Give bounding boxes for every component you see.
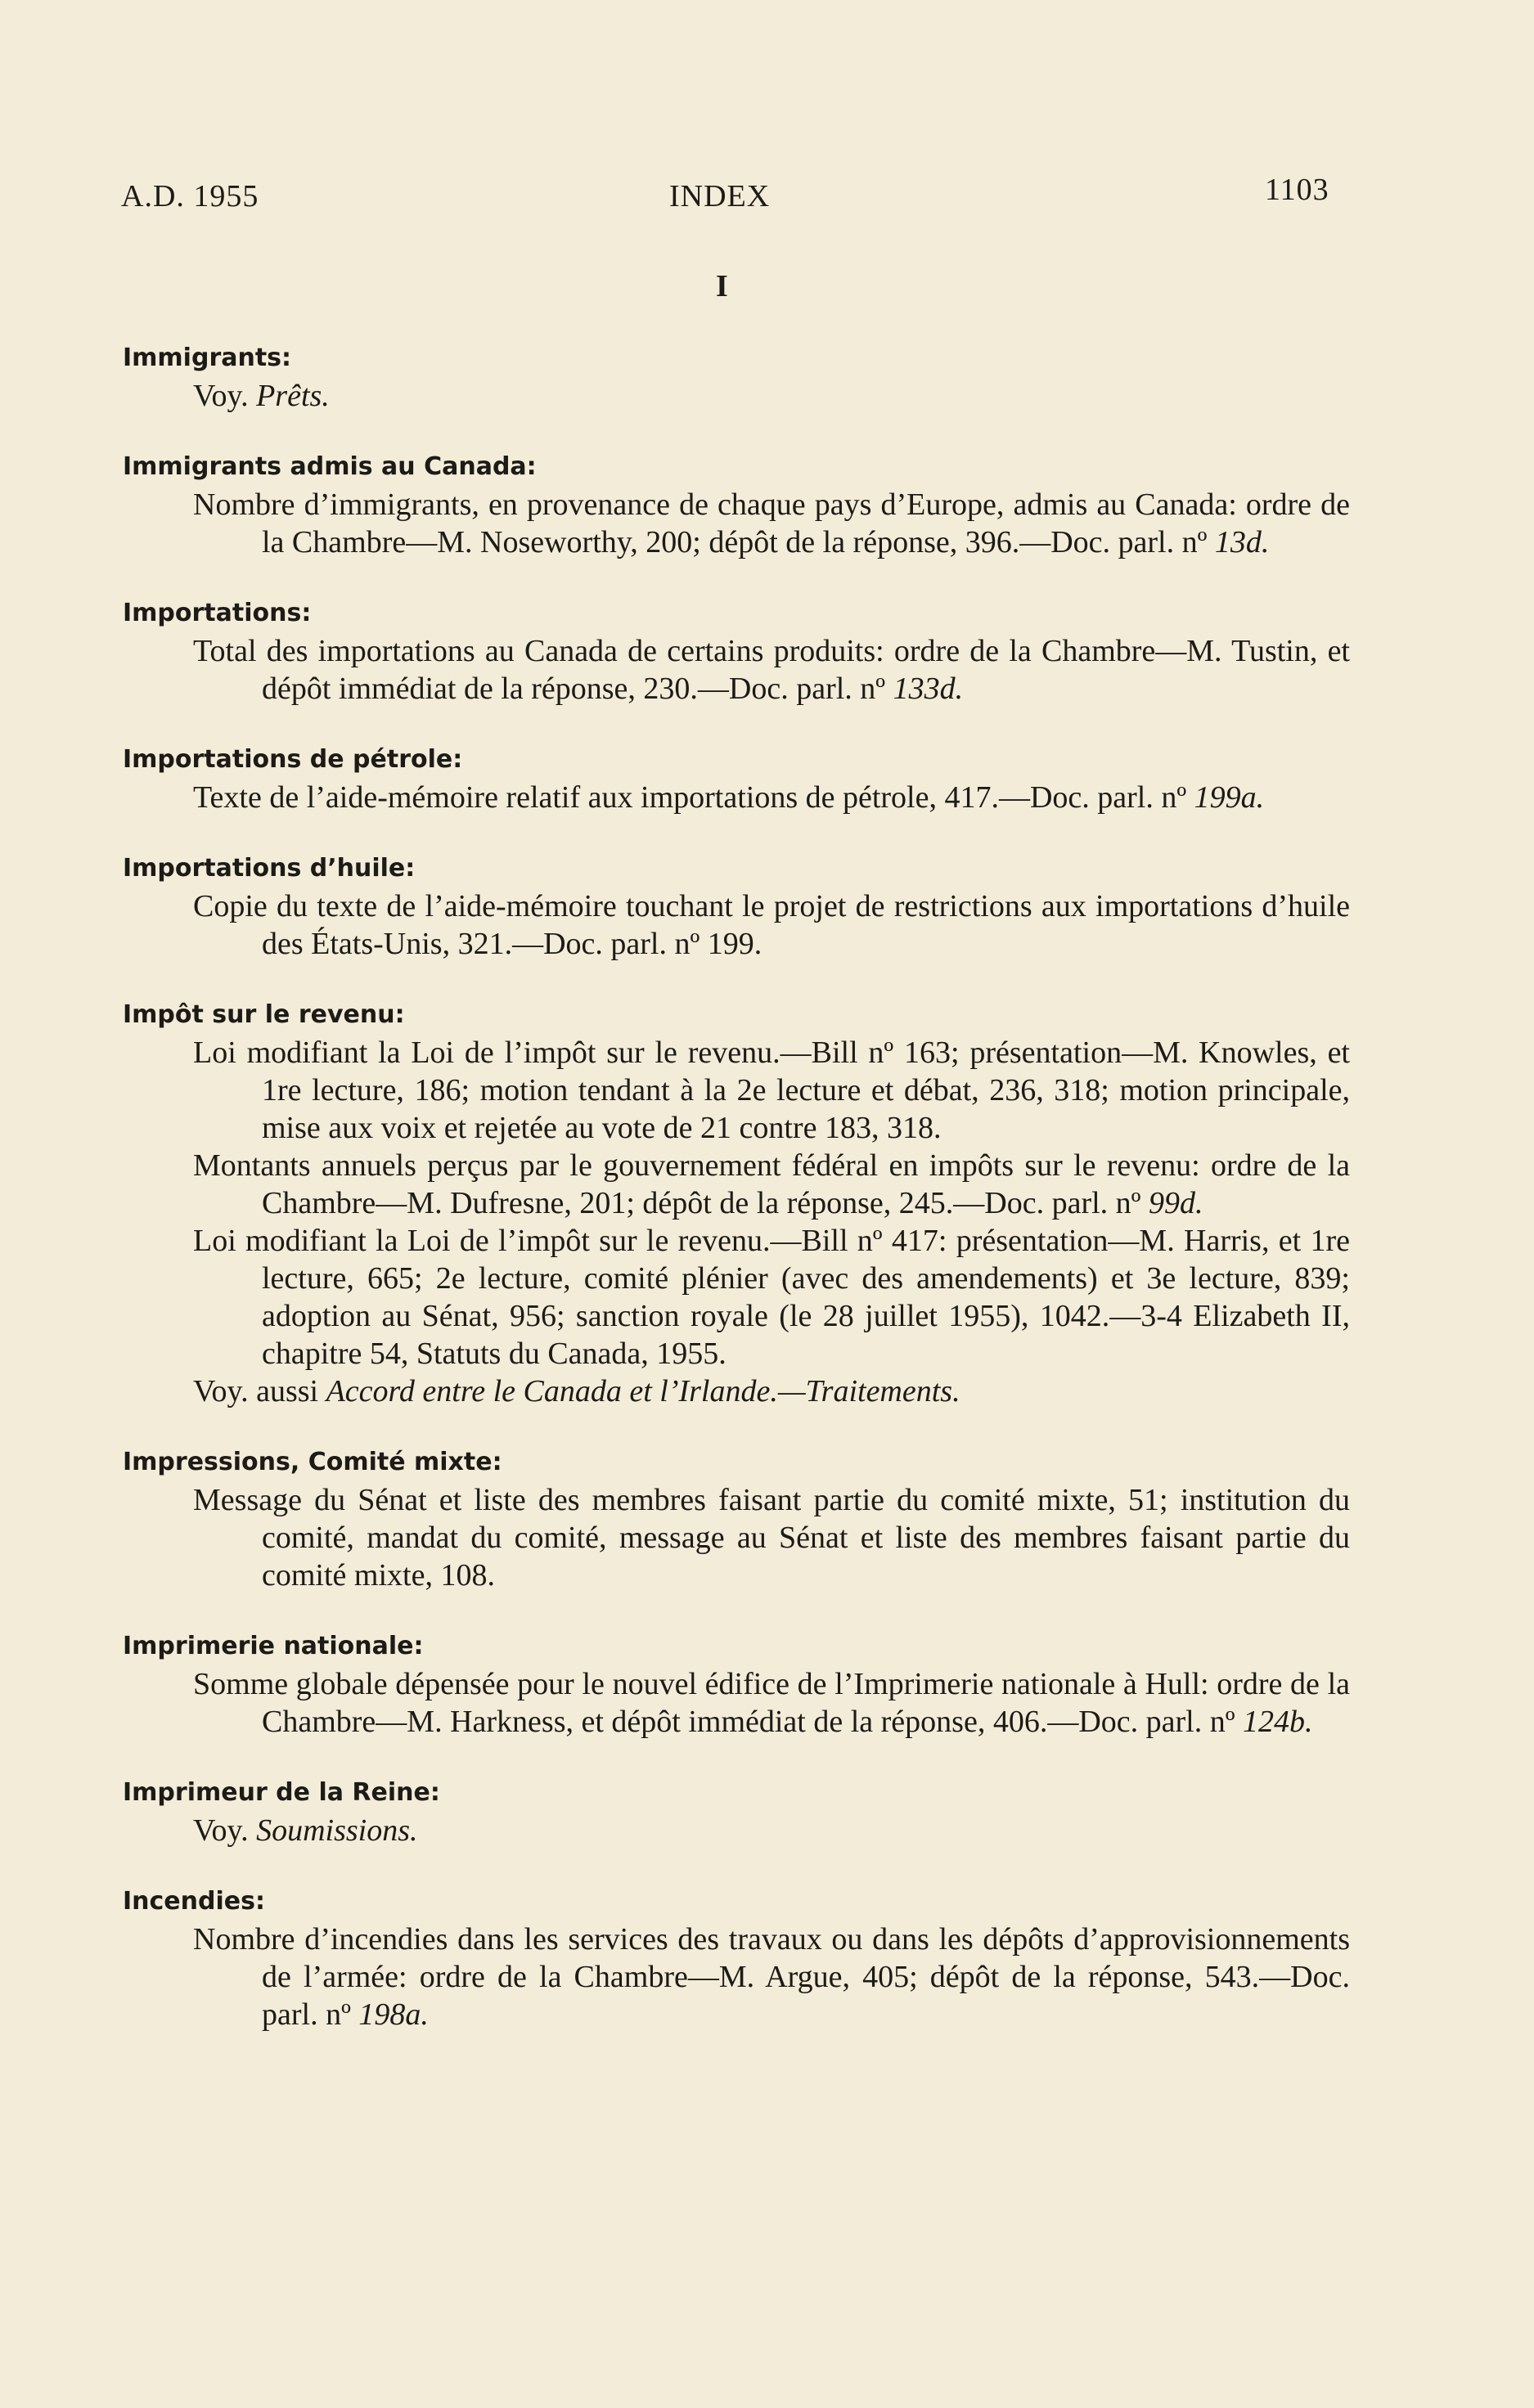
index-entry (123, 1448, 1350, 1594)
entry-item-italic: 124b. (1243, 1705, 1313, 1739)
section-letter: I (716, 269, 728, 303)
entry-item-italic: Soumissions. (256, 1813, 418, 1848)
entry-item-text: Loi modifiant la Loi de l’impôt sur le revenu.—Bill nº 163; présentation—M. Knowles, et 1re lecture, 186; motion tendant à la 2e lecture et débat, 236, 318; motion principale, mise aux voix et rejetée au vote de 21 contre 183, 318. (193, 1036, 1350, 1145)
entry-item (123, 377, 1350, 415)
entry-item-italic: 13d. (1214, 525, 1270, 559)
entry-item (123, 1147, 1350, 1222)
entry-item-text: Total des importations au Canada de certains produits: ordre de la Chambre—M. Tustin, et dépôt immédiat de la réponse, 230.—Doc. parl. nº (193, 634, 1350, 706)
index-entry (123, 1778, 1350, 1849)
index-entries (123, 344, 1350, 2071)
entry-item (123, 887, 1350, 963)
entry-item (123, 1034, 1350, 1147)
index-entry (123, 1632, 1350, 1741)
entry-item-text: Copie du texte de l’aide-mémoire touchant le projet de restrictions aux importations d’huile des États-Unis, 321.—Doc. parl. nº 199. (193, 889, 1350, 961)
entry-item (123, 486, 1350, 561)
entry-item-text: Voy. aussi (193, 1374, 326, 1408)
index-entry (123, 854, 1350, 963)
entry-item (123, 632, 1350, 708)
entry-heading: Immigrants admis au Canada: (123, 452, 537, 481)
entry-item (123, 1372, 1350, 1410)
index-entry (123, 1887, 1350, 2033)
entry-item-italic: Accord entre le Canada et l’Irlande.—Traitements. (326, 1374, 960, 1408)
entry-item (123, 1222, 1350, 1372)
entry-heading: Incendies: (123, 1887, 265, 1916)
index-entry (123, 1000, 1350, 1410)
entry-heading: Impressions, Comité mixte: (123, 1448, 502, 1476)
entry-item-italic: 198a. (358, 1997, 429, 2032)
entry-heading: Importations de pétrole: (123, 745, 463, 774)
entry-item-text: Montants annuels perçus par le gouvernement fédéral en impôts sur le revenu: ordre de la Chambre—M. Dufresne, 201; dépôt de la réponse, 245.—Doc. parl. nº (193, 1148, 1350, 1220)
entry-item-italic: 133d. (893, 672, 964, 706)
entry-item (123, 1812, 1350, 1849)
entry-item (123, 779, 1350, 816)
entry-item-text: Message du Sénat et liste des membres faisant partie du comité mixte, 51; institution du comité, mandat du comité, message au Sénat et liste des membres faisant partie du comité mixte, 108. (193, 1483, 1350, 1593)
entry-item-text: Voy. (193, 1813, 257, 1848)
entry-item (123, 1665, 1350, 1741)
index-entry (123, 745, 1350, 816)
entry-item-text: Loi modifiant la Loi de l’impôt sur le revenu.—Bill nº 417: présentation—M. Harris, et 1re lecture, 665; 2e lecture, comité plénier (avec des amendements) et 3e lecture, 839; adoption au Sénat, 956; sanction royale (le 28 juillet 1955), 1042.—3-4 Elizabeth II, chapitre 54, Statuts du Canada, 1955. (193, 1224, 1350, 1371)
entry-heading: Imprimeur de la Reine: (123, 1778, 440, 1807)
running-head-year: A.D. 1955 (121, 179, 259, 213)
index-entry (123, 599, 1350, 708)
entry-heading: Importations: (123, 599, 312, 627)
entry-heading: Impôt sur le revenu: (123, 1000, 405, 1029)
entry-item-text: Nombre d’immigrants, en provenance de chaque pays d’Europe, admis au Canada: ordre de la Chambre—M. Noseworthy, 200; dépôt de la réponse, 396.—Doc. parl. nº (193, 487, 1350, 559)
entry-item-italic: 99d. (1148, 1186, 1203, 1220)
entry-item-italic: 199a. (1194, 780, 1265, 815)
entry-item-text: Texte de l’aide-mémoire relatif aux importations de pétrole, 417.—Doc. parl. nº (193, 780, 1194, 815)
entry-item-text: Somme globale dépensée pour le nouvel édifice de l’Imprimerie nationale à Hull: ordre de la Chambre—M. Harkness, et dépôt immédiat de la réponse, 406.—Doc. parl. nº (193, 1667, 1350, 1739)
entry-item-text: Nombre d’incendies dans les services des travaux ou dans les dépôts d’approvisionnements de l’armée: ordre de la Chambre—M. Argue, 405; dépôt de la réponse, 543.—Doc. parl. nº (193, 1922, 1350, 2032)
entry-heading: Imprimerie nationale: (123, 1632, 424, 1660)
index-entry (123, 344, 1350, 415)
page-number: 1103 (1265, 173, 1329, 207)
entry-item-italic: Prêts. (256, 379, 330, 413)
entry-item-text: Voy. (193, 379, 257, 413)
running-head-title: INDEX (669, 179, 771, 213)
entry-item (123, 1481, 1350, 1594)
entry-heading: Importations d’huile: (123, 854, 416, 883)
index-entry (123, 452, 1350, 561)
entry-item (123, 1921, 1350, 2033)
entry-heading: Immigrants: (123, 344, 292, 372)
